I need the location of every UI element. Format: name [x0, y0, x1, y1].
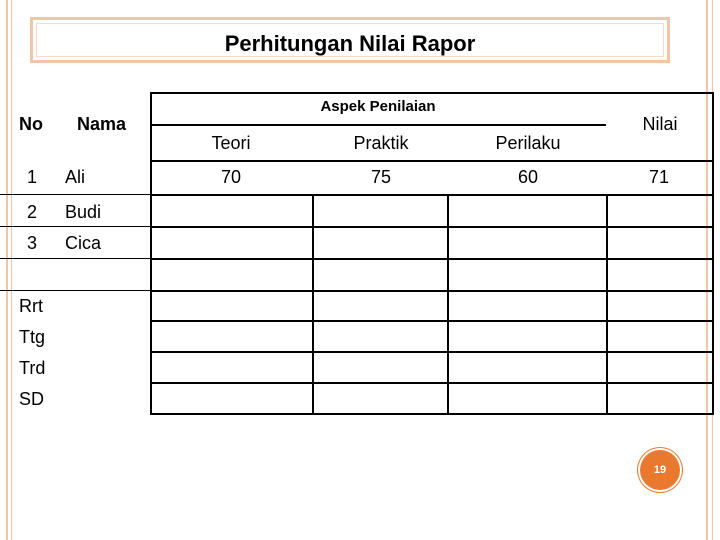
table-rule: [150, 92, 152, 415]
row-1-perilaku: 60: [517, 167, 539, 187]
table-rule: [150, 290, 714, 292]
header-no: No: [19, 114, 43, 134]
row-1-teori: 70: [220, 167, 242, 187]
header-praktik: Praktik: [353, 133, 409, 153]
header-nama: Nama: [77, 114, 127, 134]
row-2-no: 2: [27, 202, 38, 222]
page-number-badge: [640, 450, 680, 490]
table-rule: [150, 413, 714, 415]
row-3-nama: Cica: [65, 233, 102, 253]
table-rule: [150, 226, 714, 228]
header-aspek-penilaian: Aspek Penilaian: [320, 98, 436, 115]
table-rule: [0, 290, 150, 291]
stat-label-ttg: Ttg: [19, 327, 46, 347]
table-rule: [0, 226, 150, 227]
row-1-nama: Ali: [65, 167, 86, 187]
table-rule: [150, 382, 714, 384]
table-rule: [150, 160, 714, 162]
table-rule: [312, 194, 314, 415]
table-rule: [150, 351, 714, 353]
page-number: 19: [653, 464, 667, 476]
stat-label-rrt: Rrt: [19, 296, 43, 316]
table-rule: [150, 320, 714, 322]
table-rule: [447, 194, 449, 415]
slide-title: Perhitungan Nilai Rapor: [224, 31, 476, 56]
row-3-no: 3: [27, 233, 38, 253]
table-rule: [606, 194, 608, 415]
stat-label-sd: SD: [19, 389, 45, 409]
header-teori: Teori: [211, 133, 251, 153]
table-rule: [0, 194, 150, 195]
table-rule: [0, 258, 150, 259]
table-rule: [712, 92, 714, 415]
table-rule: [150, 92, 714, 94]
table-rule: [150, 124, 606, 126]
header-nilai: Nilai: [642, 114, 678, 134]
header-perilaku: Perilaku: [495, 133, 561, 153]
table-rule: [150, 258, 714, 260]
row-1-nilai: 71: [648, 167, 670, 187]
row-1-no: 1: [27, 167, 38, 187]
row-1-praktik: 75: [370, 167, 392, 187]
stat-label-trd: Trd: [19, 358, 46, 378]
row-2-nama: Budi: [65, 202, 102, 222]
table-rule: [150, 194, 714, 196]
